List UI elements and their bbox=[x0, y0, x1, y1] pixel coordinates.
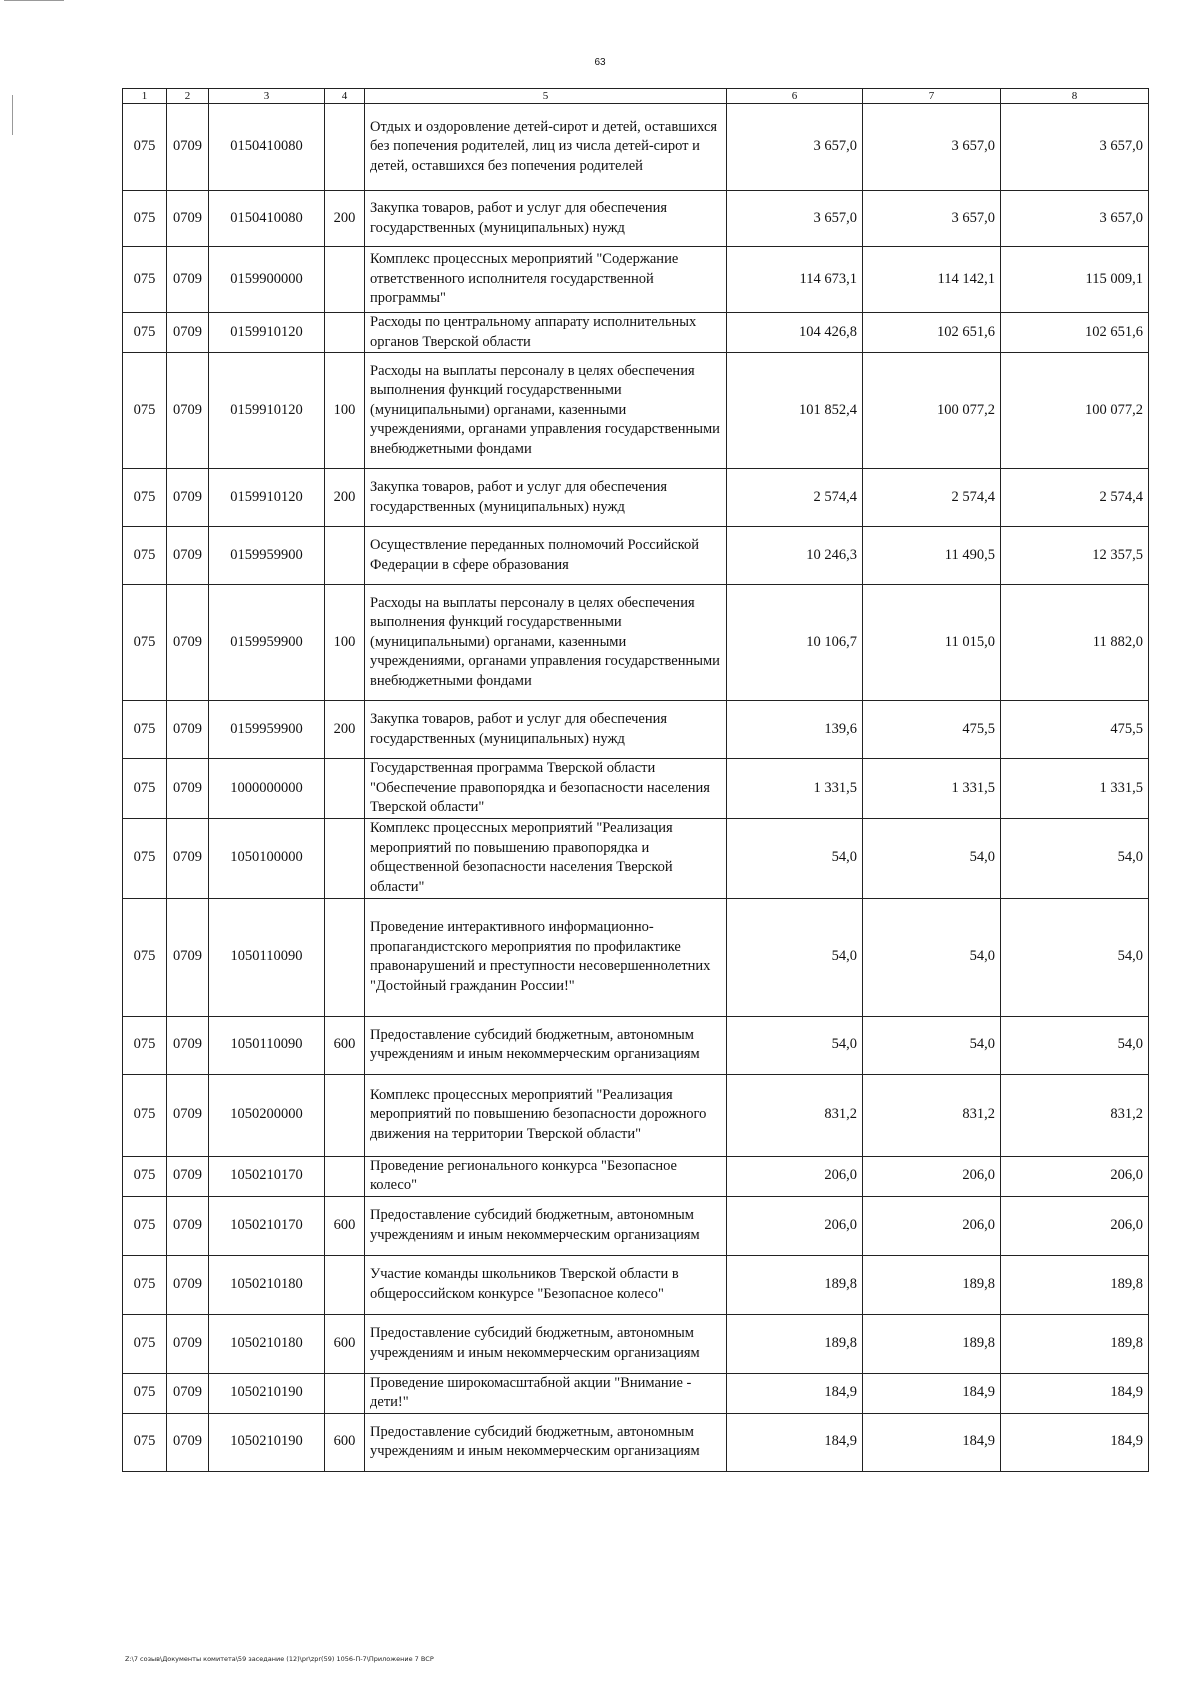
target-article-cell: 0159959900 bbox=[209, 701, 325, 759]
target-article-cell: 1050110090 bbox=[209, 1016, 325, 1074]
amount-year-2-cell: 114 142,1 bbox=[863, 247, 1001, 313]
admin-code-cell: 075 bbox=[123, 1413, 167, 1471]
target-article-cell: 0150410080 bbox=[209, 104, 325, 191]
amount-year-3-cell: 831,2 bbox=[1001, 1074, 1149, 1156]
description-cell: Комплекс процессных мероприятий "Реализация мероприятий по повышению безопасности дорожного движения на территории Тверской области" bbox=[365, 1074, 727, 1156]
amount-year-3-cell: 54,0 bbox=[1001, 898, 1149, 1016]
scan-margin-mark bbox=[12, 95, 13, 135]
amount-year-2-cell: 3 657,0 bbox=[863, 191, 1001, 247]
admin-code-cell: 075 bbox=[123, 759, 167, 819]
amount-year-2-cell: 189,8 bbox=[863, 1255, 1001, 1314]
admin-code-cell: 075 bbox=[123, 585, 167, 701]
expense-type-cell: 200 bbox=[325, 191, 365, 247]
amount-year-2-cell: 100 077,2 bbox=[863, 353, 1001, 469]
target-article-cell: 0159910120 bbox=[209, 313, 325, 353]
amount-year-1-cell: 139,6 bbox=[727, 701, 863, 759]
expense-type-cell: 600 bbox=[325, 1314, 365, 1373]
expense-type-cell bbox=[325, 527, 365, 585]
column-header: 6 bbox=[727, 89, 863, 104]
amount-year-2-cell: 2 574,4 bbox=[863, 469, 1001, 527]
amount-year-3-cell: 189,8 bbox=[1001, 1314, 1149, 1373]
table-row bbox=[123, 104, 1149, 191]
amount-year-3-cell: 11 882,0 bbox=[1001, 585, 1149, 701]
amount-year-2-cell: 3 657,0 bbox=[863, 104, 1001, 191]
admin-code-cell: 075 bbox=[123, 1074, 167, 1156]
amount-year-1-cell: 54,0 bbox=[727, 818, 863, 898]
expense-type-cell bbox=[325, 759, 365, 819]
amount-year-3-cell: 206,0 bbox=[1001, 1196, 1149, 1255]
table-row bbox=[123, 191, 1149, 247]
description-cell: Проведение регионального конкурса "Безопасное колесо" bbox=[365, 1156, 727, 1196]
target-article-cell: 1050210190 bbox=[209, 1413, 325, 1471]
amount-year-2-cell: 475,5 bbox=[863, 701, 1001, 759]
table-row bbox=[123, 527, 1149, 585]
section-code-cell: 0709 bbox=[167, 313, 209, 353]
amount-year-3-cell: 189,8 bbox=[1001, 1255, 1149, 1314]
amount-year-3-cell: 184,9 bbox=[1001, 1413, 1149, 1471]
target-article-cell: 0159959900 bbox=[209, 585, 325, 701]
description-cell: Закупка товаров, работ и услуг для обеспечения государственных (муниципальных) нужд bbox=[365, 701, 727, 759]
amount-year-2-cell: 102 651,6 bbox=[863, 313, 1001, 353]
section-code-cell: 0709 bbox=[167, 1016, 209, 1074]
section-code-cell: 0709 bbox=[167, 247, 209, 313]
expense-type-cell: 600 bbox=[325, 1016, 365, 1074]
table-body bbox=[123, 104, 1149, 1472]
amount-year-1-cell: 10 106,7 bbox=[727, 585, 863, 701]
table-row bbox=[123, 313, 1149, 353]
section-code-cell: 0709 bbox=[167, 1156, 209, 1196]
page-number: 63 bbox=[594, 57, 606, 68]
target-article-cell: 0150410080 bbox=[209, 191, 325, 247]
target-article-cell: 1050210180 bbox=[209, 1314, 325, 1373]
amount-year-1-cell: 104 426,8 bbox=[727, 313, 863, 353]
section-code-cell: 0709 bbox=[167, 701, 209, 759]
amount-year-2-cell: 184,9 bbox=[863, 1413, 1001, 1471]
expense-type-cell: 100 bbox=[325, 353, 365, 469]
description-cell: Осуществление переданных полномочий Российской Федерации в сфере образования bbox=[365, 527, 727, 585]
section-code-cell: 0709 bbox=[167, 353, 209, 469]
description-cell: Отдых и оздоровление детей-сирот и детей, оставшихся без попечения родителей, лиц из числа детей-сирот и детей, оставшихся без попечения родителей bbox=[365, 104, 727, 191]
amount-year-1-cell: 184,9 bbox=[727, 1413, 863, 1471]
amount-year-3-cell: 206,0 bbox=[1001, 1156, 1149, 1196]
admin-code-cell: 075 bbox=[123, 818, 167, 898]
amount-year-2-cell: 206,0 bbox=[863, 1156, 1001, 1196]
amount-year-1-cell: 831,2 bbox=[727, 1074, 863, 1156]
description-cell: Проведение широкомасштабной акции "Внимание - дети!" bbox=[365, 1373, 727, 1413]
description-cell: Расходы по центральному аппарату исполнительных органов Тверской области bbox=[365, 313, 727, 353]
column-header: 8 bbox=[1001, 89, 1149, 104]
admin-code-cell: 075 bbox=[123, 1255, 167, 1314]
amount-year-3-cell: 3 657,0 bbox=[1001, 191, 1149, 247]
expense-type-cell bbox=[325, 247, 365, 313]
table-row bbox=[123, 1074, 1149, 1156]
amount-year-3-cell: 3 657,0 bbox=[1001, 104, 1149, 191]
amount-year-2-cell: 1 331,5 bbox=[863, 759, 1001, 819]
amount-year-2-cell: 11 490,5 bbox=[863, 527, 1001, 585]
amount-year-2-cell: 189,8 bbox=[863, 1314, 1001, 1373]
description-cell: Закупка товаров, работ и услуг для обеспечения государственных (муниципальных) нужд bbox=[365, 469, 727, 527]
expense-type-cell bbox=[325, 1074, 365, 1156]
amount-year-3-cell: 115 009,1 bbox=[1001, 247, 1149, 313]
amount-year-3-cell: 12 357,5 bbox=[1001, 527, 1149, 585]
file-path-footer: Z:\7 созыв\Документы комитета\59 заседание (12)\pr\zpr(59) 1056-П-7\Приложение 7 ВСР bbox=[125, 1655, 434, 1663]
description-cell: Предоставление субсидий бюджетным, автономным учреждениям и иным некоммерческим организациям bbox=[365, 1413, 727, 1471]
amount-year-3-cell: 475,5 bbox=[1001, 701, 1149, 759]
amount-year-1-cell: 54,0 bbox=[727, 898, 863, 1016]
description-cell: Закупка товаров, работ и услуг для обеспечения государственных (муниципальных) нужд bbox=[365, 191, 727, 247]
target-article-cell: 1050210170 bbox=[209, 1196, 325, 1255]
expense-type-cell bbox=[325, 1255, 365, 1314]
description-cell: Расходы на выплаты персоналу в целях обеспечения выполнения функций государственными (муниципальными) органами, казенными учреждениями, органами управления государственными внебюджетными фондами bbox=[365, 585, 727, 701]
target-article-cell: 0159910120 bbox=[209, 469, 325, 527]
expense-type-cell bbox=[325, 818, 365, 898]
section-code-cell: 0709 bbox=[167, 104, 209, 191]
amount-year-1-cell: 189,8 bbox=[727, 1255, 863, 1314]
description-cell: Предоставление субсидий бюджетным, автономным учреждениям и иным некоммерческим организациям bbox=[365, 1016, 727, 1074]
section-code-cell: 0709 bbox=[167, 759, 209, 819]
table-row bbox=[123, 1373, 1149, 1413]
admin-code-cell: 075 bbox=[123, 1196, 167, 1255]
table-row bbox=[123, 353, 1149, 469]
expense-type-cell bbox=[325, 1156, 365, 1196]
admin-code-cell: 075 bbox=[123, 247, 167, 313]
expense-type-cell: 600 bbox=[325, 1413, 365, 1471]
expense-type-cell: 200 bbox=[325, 701, 365, 759]
table-row bbox=[123, 469, 1149, 527]
table-row bbox=[123, 898, 1149, 1016]
amount-year-1-cell: 1 331,5 bbox=[727, 759, 863, 819]
section-code-cell: 0709 bbox=[167, 1373, 209, 1413]
target-article-cell: 1050110090 bbox=[209, 898, 325, 1016]
description-cell: Комплекс процессных мероприятий "Реализация мероприятий по повышению правопорядка и общественной безопасности населения Тверской области" bbox=[365, 818, 727, 898]
amount-year-1-cell: 189,8 bbox=[727, 1314, 863, 1373]
amount-year-1-cell: 114 673,1 bbox=[727, 247, 863, 313]
expense-type-cell bbox=[325, 104, 365, 191]
amount-year-3-cell: 184,9 bbox=[1001, 1373, 1149, 1413]
amount-year-1-cell: 206,0 bbox=[727, 1156, 863, 1196]
table-row bbox=[123, 701, 1149, 759]
admin-code-cell: 075 bbox=[123, 898, 167, 1016]
target-article-cell: 1050200000 bbox=[209, 1074, 325, 1156]
expense-type-cell: 600 bbox=[325, 1196, 365, 1255]
budget-table bbox=[122, 88, 1149, 1472]
target-article-cell: 1050210190 bbox=[209, 1373, 325, 1413]
table-row bbox=[123, 818, 1149, 898]
column-header: 2 bbox=[167, 89, 209, 104]
target-article-cell: 1050210180 bbox=[209, 1255, 325, 1314]
amount-year-2-cell: 206,0 bbox=[863, 1196, 1001, 1255]
amount-year-1-cell: 54,0 bbox=[727, 1016, 863, 1074]
amount-year-3-cell: 1 331,5 bbox=[1001, 759, 1149, 819]
table-row bbox=[123, 247, 1149, 313]
table-row bbox=[123, 759, 1149, 819]
section-code-cell: 0709 bbox=[167, 1314, 209, 1373]
admin-code-cell: 075 bbox=[123, 469, 167, 527]
expense-type-cell: 200 bbox=[325, 469, 365, 527]
admin-code-cell: 075 bbox=[123, 701, 167, 759]
column-header: 4 bbox=[325, 89, 365, 104]
section-code-cell: 0709 bbox=[167, 818, 209, 898]
admin-code-cell: 075 bbox=[123, 1156, 167, 1196]
amount-year-1-cell: 2 574,4 bbox=[727, 469, 863, 527]
column-header: 3 bbox=[209, 89, 325, 104]
amount-year-3-cell: 54,0 bbox=[1001, 818, 1149, 898]
amount-year-2-cell: 831,2 bbox=[863, 1074, 1001, 1156]
column-header: 5 bbox=[365, 89, 727, 104]
section-code-cell: 0709 bbox=[167, 585, 209, 701]
table-row bbox=[123, 1314, 1149, 1373]
admin-code-cell: 075 bbox=[123, 1314, 167, 1373]
table-row bbox=[123, 1413, 1149, 1471]
amount-year-1-cell: 206,0 bbox=[727, 1196, 863, 1255]
section-code-cell: 0709 bbox=[167, 898, 209, 1016]
admin-code-cell: 075 bbox=[123, 104, 167, 191]
amount-year-1-cell: 10 246,3 bbox=[727, 527, 863, 585]
table-row bbox=[123, 1016, 1149, 1074]
amount-year-3-cell: 2 574,4 bbox=[1001, 469, 1149, 527]
target-article-cell: 1050100000 bbox=[209, 818, 325, 898]
amount-year-3-cell: 100 077,2 bbox=[1001, 353, 1149, 469]
target-article-cell: 0159959900 bbox=[209, 527, 325, 585]
target-article-cell: 1000000000 bbox=[209, 759, 325, 819]
table-row bbox=[123, 1255, 1149, 1314]
target-article-cell: 1050210170 bbox=[209, 1156, 325, 1196]
table-row bbox=[123, 1196, 1149, 1255]
amount-year-2-cell: 11 015,0 bbox=[863, 585, 1001, 701]
admin-code-cell: 075 bbox=[123, 313, 167, 353]
description-cell: Расходы на выплаты персоналу в целях обеспечения выполнения функций государственными (муниципальными) органами, казенными учреждениями, органами управления государственными внебюджетными фондами bbox=[365, 353, 727, 469]
description-cell: Проведение интерактивного информационно-пропагандистского мероприятия по профилактике правонарушений и преступности несовершеннолетних "Достойный гражданин России!" bbox=[365, 898, 727, 1016]
column-number-header bbox=[123, 89, 1149, 104]
description-cell: Предоставление субсидий бюджетным, автономным учреждениям и иным некоммерческим организациям bbox=[365, 1196, 727, 1255]
section-code-cell: 0709 bbox=[167, 1255, 209, 1314]
description-cell: Предоставление субсидий бюджетным, автономным учреждениям и иным некоммерческим организациям bbox=[365, 1314, 727, 1373]
admin-code-cell: 075 bbox=[123, 191, 167, 247]
amount-year-2-cell: 54,0 bbox=[863, 818, 1001, 898]
expense-type-cell bbox=[325, 898, 365, 1016]
column-header: 7 bbox=[863, 89, 1001, 104]
section-code-cell: 0709 bbox=[167, 191, 209, 247]
amount-year-2-cell: 54,0 bbox=[863, 898, 1001, 1016]
amount-year-3-cell: 102 651,6 bbox=[1001, 313, 1149, 353]
target-article-cell: 0159910120 bbox=[209, 353, 325, 469]
amount-year-1-cell: 101 852,4 bbox=[727, 353, 863, 469]
description-cell: Участие команды школьников Тверской области в общероссийском конкурсе "Безопасное колесо" bbox=[365, 1255, 727, 1314]
description-cell: Государственная программа Тверской области "Обеспечение правопорядка и безопасности населения Тверской области" bbox=[365, 759, 727, 819]
section-code-cell: 0709 bbox=[167, 469, 209, 527]
scan-margin-mark bbox=[4, 0, 64, 1]
amount-year-3-cell: 54,0 bbox=[1001, 1016, 1149, 1074]
section-code-cell: 0709 bbox=[167, 1196, 209, 1255]
admin-code-cell: 075 bbox=[123, 1373, 167, 1413]
amount-year-2-cell: 54,0 bbox=[863, 1016, 1001, 1074]
expense-type-cell: 100 bbox=[325, 585, 365, 701]
amount-year-2-cell: 184,9 bbox=[863, 1373, 1001, 1413]
admin-code-cell: 075 bbox=[123, 527, 167, 585]
table-row bbox=[123, 585, 1149, 701]
target-article-cell: 0159900000 bbox=[209, 247, 325, 313]
table-row bbox=[123, 1156, 1149, 1196]
section-code-cell: 0709 bbox=[167, 1413, 209, 1471]
admin-code-cell: 075 bbox=[123, 353, 167, 469]
admin-code-cell: 075 bbox=[123, 1016, 167, 1074]
amount-year-1-cell: 3 657,0 bbox=[727, 104, 863, 191]
column-header: 1 bbox=[123, 89, 167, 104]
expense-type-cell bbox=[325, 313, 365, 353]
section-code-cell: 0709 bbox=[167, 527, 209, 585]
expense-type-cell bbox=[325, 1373, 365, 1413]
amount-year-1-cell: 3 657,0 bbox=[727, 191, 863, 247]
amount-year-1-cell: 184,9 bbox=[727, 1373, 863, 1413]
section-code-cell: 0709 bbox=[167, 1074, 209, 1156]
description-cell: Комплекс процессных мероприятий "Содержание ответственного исполнителя государственной программы" bbox=[365, 247, 727, 313]
